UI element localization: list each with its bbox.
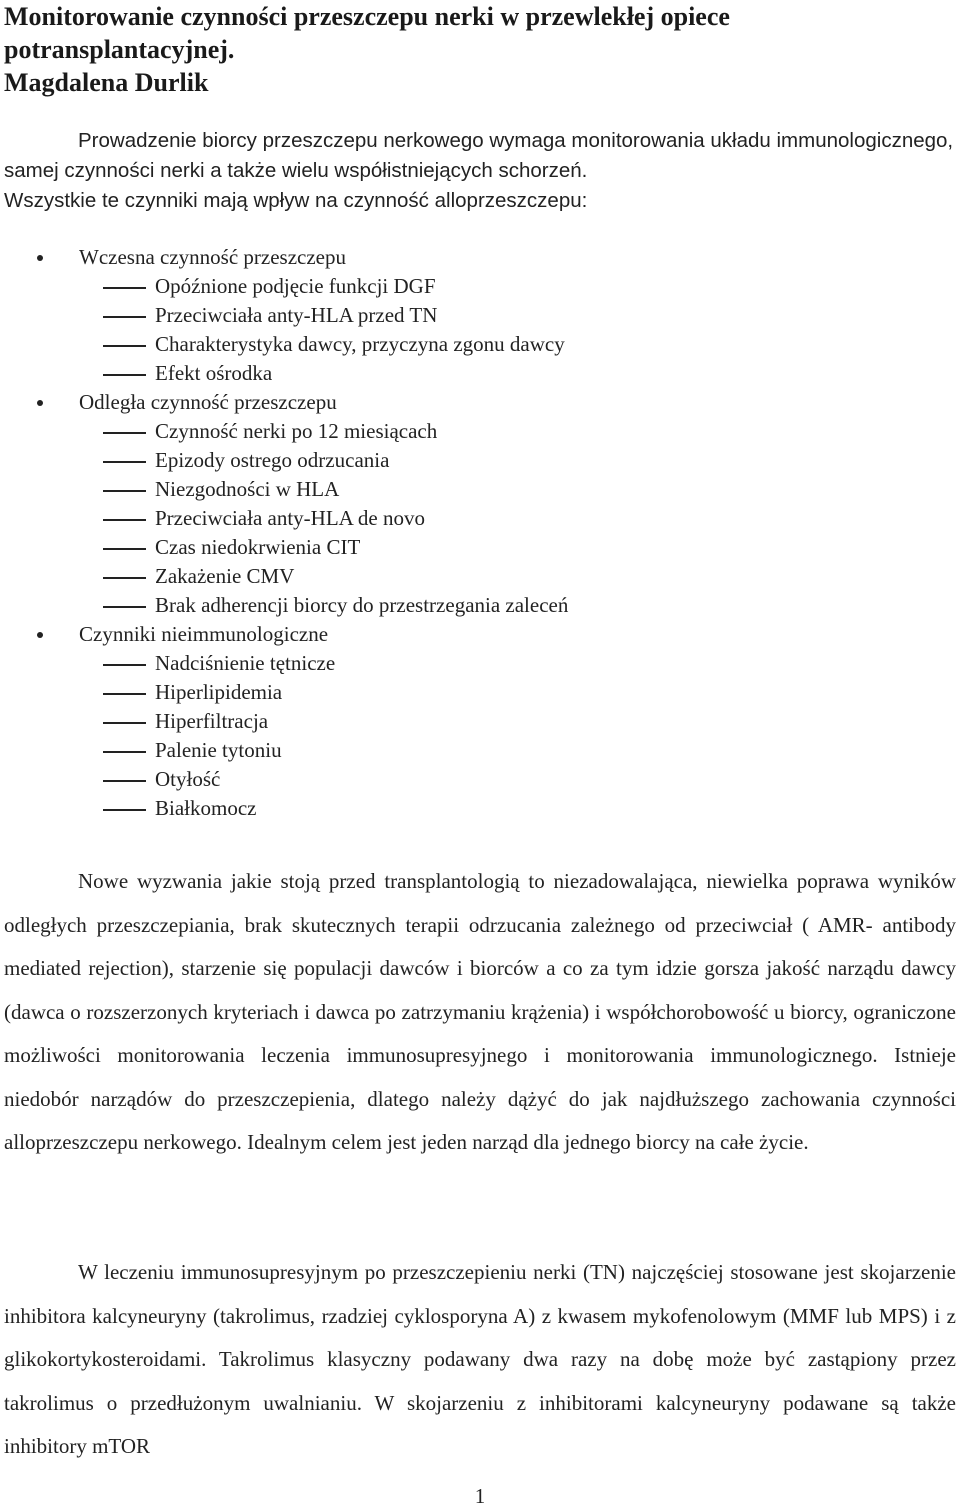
bullet-icon bbox=[37, 632, 43, 638]
list-item-label: Epizody ostrego odrzucania bbox=[155, 448, 390, 472]
dash-icon bbox=[103, 693, 146, 695]
dash-icon bbox=[103, 316, 146, 318]
list-item-label: Charakterystyka dawcy, przyczyna zgonu dawcy bbox=[155, 332, 565, 356]
list-item-label: Zakażenie CMV bbox=[155, 564, 295, 588]
list-item-label: Palenie tytoniu bbox=[155, 738, 282, 762]
dash-icon bbox=[103, 461, 146, 463]
list-item-label: Hiperlipidemia bbox=[155, 680, 283, 704]
title-line-2: potransplantacyjnej. bbox=[4, 35, 235, 64]
intro-lead-sentence: Wszystkie te czynniki mają wpływ na czynność alloprzeszczepu: bbox=[4, 189, 588, 212]
list-item-label: Białkomocz bbox=[155, 796, 257, 820]
dash-icon bbox=[103, 751, 146, 753]
dash-icon bbox=[103, 664, 146, 666]
list-item-label: Efekt ośrodka bbox=[155, 361, 273, 385]
list-item-label: Hiperfiltracja bbox=[155, 709, 269, 733]
list-item-label: Otyłość bbox=[155, 767, 221, 791]
intro-section bbox=[4, 126, 954, 216]
dash-icon bbox=[103, 809, 146, 811]
document-title bbox=[4, 0, 954, 99]
dash-icon bbox=[103, 374, 146, 376]
dash-icon bbox=[103, 722, 146, 724]
dash-icon bbox=[103, 606, 146, 608]
list-item-label: Czynność nerki po 12 miesiącach bbox=[155, 419, 438, 443]
dash-icon bbox=[103, 345, 146, 347]
body-paragraph-1-container bbox=[4, 860, 956, 1165]
body-paragraph-2-container bbox=[4, 1251, 956, 1469]
author-name: Magdalena Durlik bbox=[4, 68, 209, 97]
dash-icon bbox=[103, 780, 146, 782]
list-item-label: Czas niedokrwienia CIT bbox=[155, 535, 361, 559]
page-number: 1 bbox=[474, 1484, 486, 1508]
body-paragraph-2: W leczeniu immunosupresyjnym po przeszczepieniu nerki (TN) najczęściej stosowane jest skojarzenie inhibitora kalcyneuryny (takrolimus, rzadziej cyklosporyna A) z kwasem mykofenolowym (MMF lub MPS) i z glikokortykosteroidami. Takrolimus klasyczny podawany dwa razy na dobę może być zastąpiony przez takrolimus o przedłużonym uwalnianiu. W skojarzeniu z inhibitorami kalcyneuryny podawane są także inhibitory mTOR bbox=[4, 1260, 956, 1458]
list-item-label: Opóźnione podjęcie funkcji DGF bbox=[155, 274, 436, 298]
body-paragraph-1: Nowe wyzwania jakie stoją przed transplantologią to niezadowalająca, niewielka poprawa wyników odległych przeszczepiania, brak skutecznych terapii odrzucania zależnego od przeciwciał ( AMR- antibody mediated rejection), starzenie się populacji dawców i biorców a co za tym idzie gorsza jakość narządu dawcy (dawca o rozszerzonych kryteriach i dawca po zatrzymaniu krążenia) i współchorobowość u biorcy, ograniczone możliwości monitorowania leczenia immunosupresyjnego i monitorowania immunologicznego. Istnieje niedobór narządów do przeszczepienia, dlatego należy dążyć do jak najdłuższego zachowania czynności alloprzeszczepu nerkowego. Idealnym celem jest jeden narząd dla jednego biorcy na całe życie. bbox=[4, 869, 956, 1154]
list-item-label: Nadciśnienie tętnicze bbox=[155, 651, 336, 675]
list-item-label: Brak adherencji biorcy do przestrzegania zaleceń bbox=[155, 593, 569, 617]
intro-paragraph: Prowadzenie biorcy przeszczepu nerkowego wymaga monitorowania układu immunologicznego, samej czynności nerki a także wielu współistniejących schorzeń. bbox=[4, 129, 954, 182]
title-line-1: Monitorowanie czynności przeszczepu nerki w przewlekłej opiece bbox=[4, 2, 730, 31]
dash-icon bbox=[103, 548, 146, 550]
dash-icon bbox=[103, 577, 146, 579]
bullet-icon bbox=[37, 400, 43, 406]
dash-icon bbox=[103, 287, 146, 289]
list-item-label: Przeciwciała anty-HLA de novo bbox=[155, 506, 425, 530]
dash-icon bbox=[103, 432, 146, 434]
list-group-label: Odległa czynność przeszczepu bbox=[79, 390, 337, 414]
list-group-label: Czynniki nieimmunologiczne bbox=[79, 622, 329, 646]
list-item-label: Niezgodności w HLA bbox=[155, 477, 340, 501]
list-item-label: Przeciwciała anty-HLA przed TN bbox=[155, 303, 438, 327]
bullet-icon bbox=[37, 255, 43, 261]
dash-icon bbox=[103, 490, 146, 492]
list-group-label: Wczesna czynność przeszczepu bbox=[79, 245, 347, 269]
dash-icon bbox=[103, 519, 146, 521]
